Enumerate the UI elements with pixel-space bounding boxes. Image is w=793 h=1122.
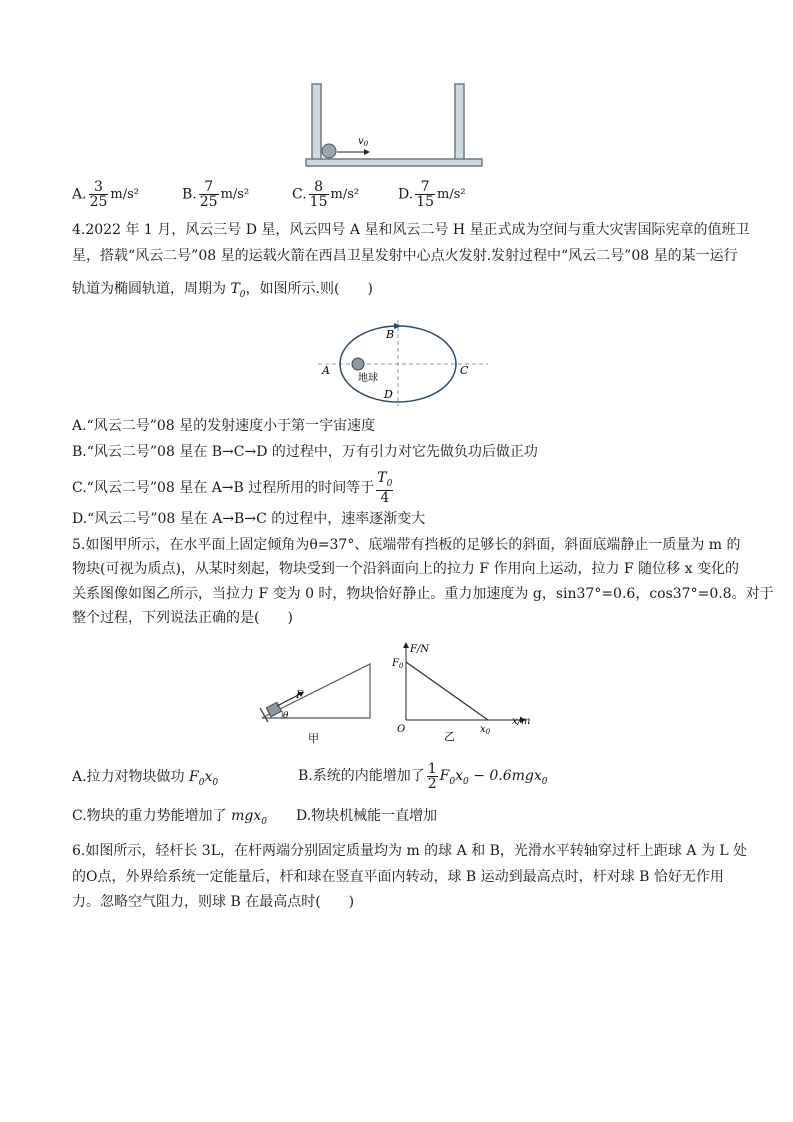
q5-option-a-text: A.拉力对物块做功: [72, 769, 190, 785]
fraction: [309, 180, 329, 209]
expr-mgx0: mgx$_0$: [231, 808, 267, 827]
earth-label: 地球: [358, 373, 378, 384]
angle-label: θ: [283, 711, 289, 721]
point-c-label: C: [460, 364, 469, 377]
option-label: D.: [398, 186, 414, 203]
unit: m/s²: [220, 187, 250, 202]
q5-figure-yi: [392, 640, 542, 742]
q5-option-b: [298, 756, 548, 802]
q6-stem-line1: 6.如图所示，轻杆长 3L，在杆两端分别固定质量均为 m 的球 A 和 B，光滑水平转轴穿过杆上距球 A 为 L 处: [72, 843, 748, 859]
expr-f0x0: $F_0x_0$: [189, 769, 219, 788]
q4-stem-line2: 星，搭载“风云二号”08 星的运载火箭在西昌卫星发射中心点火发射.发射过程中“风云二号”08 星的某一运行: [72, 248, 738, 264]
q6-stem-line3: 力。忽略空气阻力，则球 B 在最高点时( ): [72, 894, 355, 910]
fraction-t0-over-4: [376, 471, 393, 506]
denominator: 2: [427, 775, 437, 792]
q4-stem-text-end: ，如图所示.则( ): [245, 281, 373, 297]
q4-option-a: A.“风云二号”08 星的发射速度小于第一宇宙速度: [72, 418, 376, 434]
expr-energy: $F_0x_0 - 0.6mgx_0$: [439, 768, 548, 787]
q4-orbit-figure: [318, 318, 488, 406]
caption-yi: 乙: [444, 730, 455, 742]
denominator: 25: [199, 194, 218, 210]
option-label: B.: [182, 186, 197, 203]
q4-option-b: B.“风云二号”08 星在 B→C→D 的过程中，万有引力对它先做负功后做正功: [72, 444, 538, 460]
denominator: 15: [416, 194, 435, 210]
numerator: 7: [415, 180, 435, 195]
q5-stem-line4: 整个过程，下列说法正确的是( ): [72, 610, 293, 626]
origin-label: O: [397, 724, 406, 735]
q4-option-c: [72, 468, 395, 508]
y-axis-label: F/N: [410, 644, 430, 655]
denominator: 4: [380, 490, 390, 507]
q4-stem-line3: [72, 279, 373, 305]
caption-jia: 甲: [308, 732, 319, 745]
fraction: [415, 180, 435, 209]
numerator: 3: [89, 180, 109, 195]
q4-stem-line1: 4.2022 年 1 月，风云三号 D 星，风云四号 A 星和风云二号 H 星正式成为空间与重大灾害国际宪章的值班卫: [72, 222, 750, 238]
fraction: [89, 180, 109, 209]
unit: m/s²: [110, 187, 139, 202]
q3-option-d: [398, 180, 466, 209]
q5-option-c: [72, 806, 267, 832]
point-a-label: A: [322, 364, 330, 377]
x-axis-label: x/m: [512, 716, 531, 727]
denominator: 15: [309, 194, 328, 210]
unit: m/s²: [437, 187, 466, 202]
q3-option-a: [72, 180, 139, 209]
f0-mark: $F_0$: [392, 658, 404, 670]
q5-stem-line1: 5.如图甲所示，在水平面上固定倾角为θ=37°、底端带有挡板的足够长的斜面，斜面底端静止一质量为 m 的: [72, 537, 741, 553]
q4-option-c-text: C.“风云二号”08 星在 A→B 过程所用的时间等于: [72, 480, 375, 496]
fraction: [199, 180, 219, 209]
point-d-label: D: [384, 388, 393, 401]
q5-option-d: D.物块机械能一直增加: [296, 808, 438, 824]
period-symbol: $T_0$: [230, 281, 246, 300]
q5-option-c-text: C.物块的重力势能增加了: [72, 808, 232, 824]
numerator: 7: [199, 180, 219, 195]
q6-stem-line2: 的O点，外界给系统一定能量后，杆和球在竖直平面内转动，球 B 运动到最高点时，杆对球 B 恰好无作用: [72, 869, 724, 885]
q5-stem-line3: 关系图像如图乙所示，当拉力 F 变为 0 时，物块恰好静止。重力加速度为 g，sin37°=0.6，cos37°=0.8。对于: [72, 586, 774, 602]
q3-option-c: [292, 180, 359, 209]
denominator: 25: [89, 194, 108, 210]
q3-figure: [300, 82, 490, 172]
q5-option-a: [72, 762, 218, 798]
x0-mark: $x_0$: [480, 724, 491, 736]
numerator: $T_0$: [376, 471, 393, 492]
q5-stem-line2: 物块(可视为质点)，从某时刻起，物块受到一个沿斜面向上的拉力 F 作用向上运动，拉力 F 随位移 x 变化的: [72, 561, 739, 577]
v0-label: $v_0$: [358, 136, 369, 148]
q4-option-d: D.“风云二号”08 星在 A→B→C 的过程中，速率逐渐变大: [72, 511, 426, 527]
option-label: C.: [292, 186, 307, 203]
q5-figure-jia: [252, 658, 377, 748]
option-label: A.: [72, 186, 87, 203]
q4-stem-text: 轨道为椭圆轨道，周期为: [72, 281, 226, 297]
unit: m/s²: [330, 187, 360, 202]
q3-option-b: [182, 180, 249, 209]
force-label: F: [296, 690, 303, 701]
numerator: 1: [427, 760, 437, 777]
point-b-label: B: [386, 328, 395, 341]
numerator: 8: [309, 180, 329, 195]
q5-option-b-text: B.系统的内能增加了: [298, 768, 425, 784]
fraction-half: [427, 762, 438, 791]
